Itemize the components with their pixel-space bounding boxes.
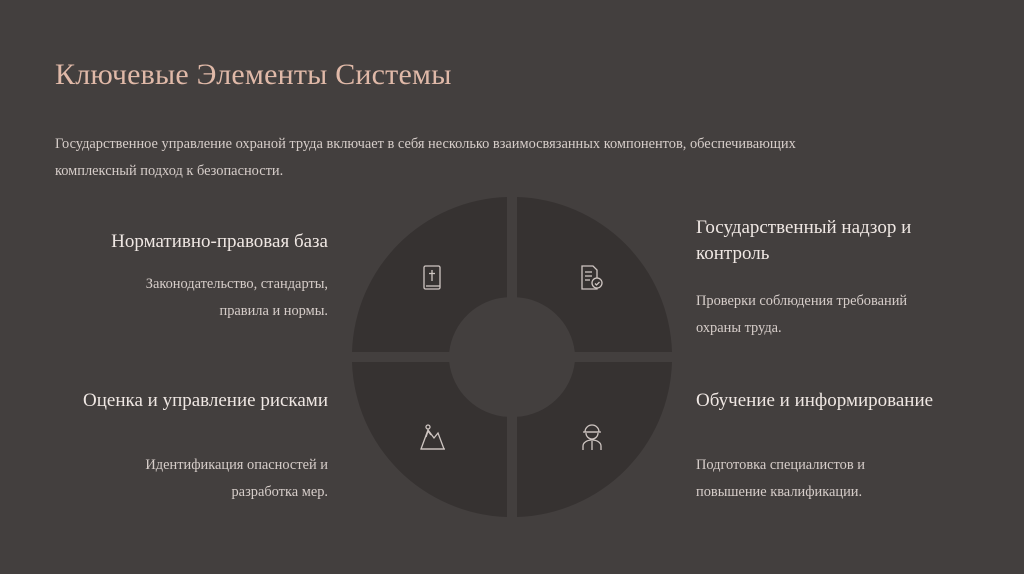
description-line: Законодательство, стандарты, bbox=[145, 276, 328, 292]
description-line: охраны труда. bbox=[696, 320, 782, 336]
intro-line-1: Государственное управление охраной труда включает в себя несколько взаимосвязанных компонентов, обеспечивающих bbox=[55, 136, 796, 152]
segment-top-left bbox=[352, 197, 507, 352]
segment-bottom-left bbox=[352, 362, 507, 517]
block-description bbox=[28, 271, 328, 325]
block-heading: Нормативно-правовая база bbox=[111, 231, 328, 252]
block-risk-management bbox=[8, 388, 328, 506]
block-heading bbox=[696, 215, 976, 267]
block-description bbox=[696, 288, 976, 342]
block-training bbox=[696, 388, 996, 506]
block-heading: Оценка и управление рисками bbox=[83, 390, 328, 411]
block-heading: Обучение и информирование bbox=[696, 390, 934, 411]
description-line: Идентификация опасностей и bbox=[145, 457, 328, 473]
description-line: повышение квалификации. bbox=[696, 484, 863, 500]
segment-bottom-right bbox=[517, 362, 672, 517]
page-title: Ключевые Элементы Системы bbox=[55, 58, 452, 91]
heading-line: контроль bbox=[696, 243, 770, 264]
description-line: Подготовка специалистов и bbox=[696, 457, 865, 473]
segment-top-right bbox=[517, 197, 672, 352]
intro-line-2: комплексный подход к безопасности. bbox=[55, 163, 284, 179]
block-description bbox=[8, 452, 328, 506]
description-line: правила и нормы. bbox=[219, 303, 328, 319]
block-state-supervision bbox=[696, 215, 976, 342]
block-description bbox=[696, 452, 996, 506]
block-legal-framework bbox=[28, 229, 328, 325]
description-line: Проверки соблюдения требований bbox=[696, 293, 908, 309]
description-line: разработка мер. bbox=[231, 484, 328, 500]
heading-line: Государственный надзор и bbox=[696, 217, 912, 238]
